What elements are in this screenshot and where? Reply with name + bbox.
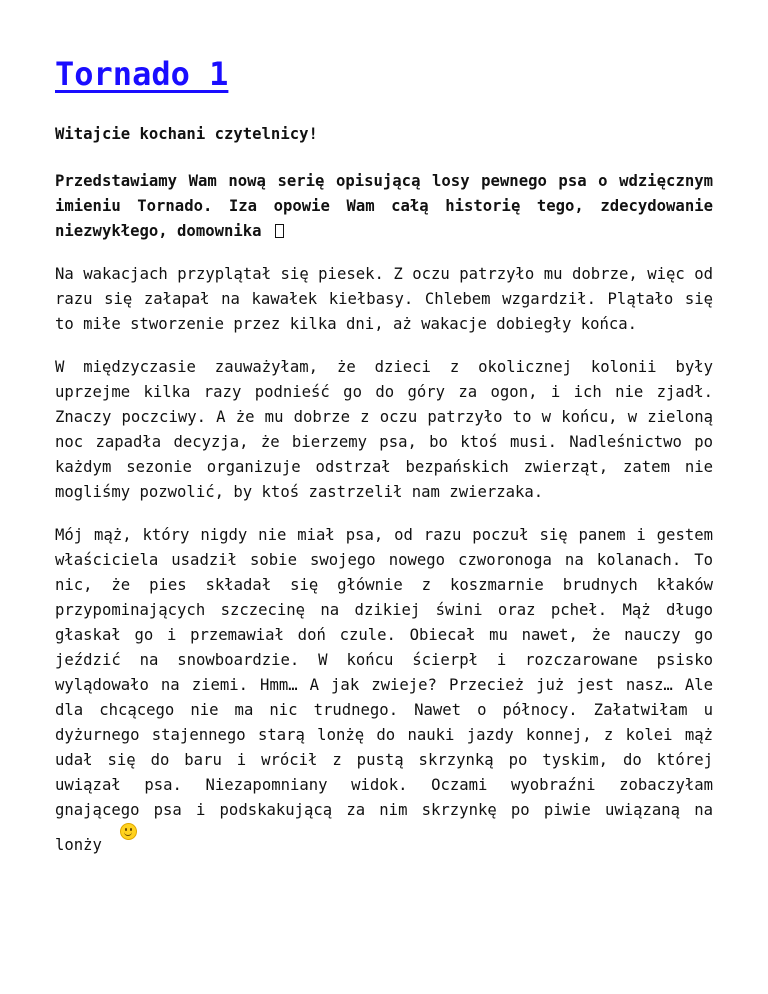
paragraph-1: Na wakacjach przyplątał się piesek. Z oczu patrzyło mu dobrze, więc od razu się załapał na kawałek kiełbasy. Chlebem wzgardził. Plątało się to miłe stworzenie przez kilka dni, aż wakacje dobiegły końca. — [55, 265, 713, 333]
missing-glyph-icon — [275, 224, 284, 238]
paragraph-3-text: Mój mąż, który nigdy nie miał psa, od razu poczuł się panem i gestem właściciela usadził sobie swojego nowego czworonoga na kolanach. To nic, że pies składał się głównie z koszmarnie brudnych kłaków przypominających szczecinę na dzikiej świni oraz pcheł. Mąż długo głaskał go i przemawiał doń czule. Obiecał mu nawet, że nauczy go jeździć na snowboardzie. W końcu ścierpł i rozczarowane psisko wylądowało na ziemi. Hmm… A jak zwieje? Przecież już jest nasz… Ale dla chcącego nie ma nic trudnego. Nawet o północy. Załatwiłam u dyżurnego stajennego starą lonżę do nauki jazdy konnej, z kolei mąż udał się do baru i wrócił z pustą skrzynką po tyskim, do której uwiązał psa. Niezapomniany widok. Oczami wyobraźni zobaczyłam gnającego psa i podskakującą za nim skrzynkę po piwie uwiązaną na lonży — [55, 526, 713, 854]
page-title — [55, 52, 713, 96]
paragraph-3 — [55, 523, 713, 858]
smiley-emoji-icon — [120, 823, 137, 840]
intro-paragraph — [55, 169, 713, 244]
greeting: Witajcie kochani czytelnicy! — [55, 125, 318, 143]
article — [55, 52, 713, 876]
paragraph-2: W międzyczasie zauważyłam, że dzieci z okolicznej kolonii były uprzejme kilka razy podnieść go do góry za ogon, i ich nie zjadł. Znaczy poczciwy. A że mu dobrze z oczu patrzyło to w końcu, w zieloną noc zapadła decyzja, że bierzemy psa, bo ktoś musi. Nadleśnictwo po każdym sezonie organizuje odstrzał bezpańskich zwierząt, zatem nie mogliśmy pozwolić, by ktoś zastrzelił nam zwierzaka. — [55, 358, 713, 501]
intro-text: Przedstawiamy Wam nową serię opisującą losy pewnego psa o wdzięcznym imieniu Tornado. Iza opowie Wam całą historię tego, zdecydowanie niezwykłego, domownika — [55, 172, 713, 240]
title-link[interactable]: Tornado 1 — [55, 55, 229, 93]
